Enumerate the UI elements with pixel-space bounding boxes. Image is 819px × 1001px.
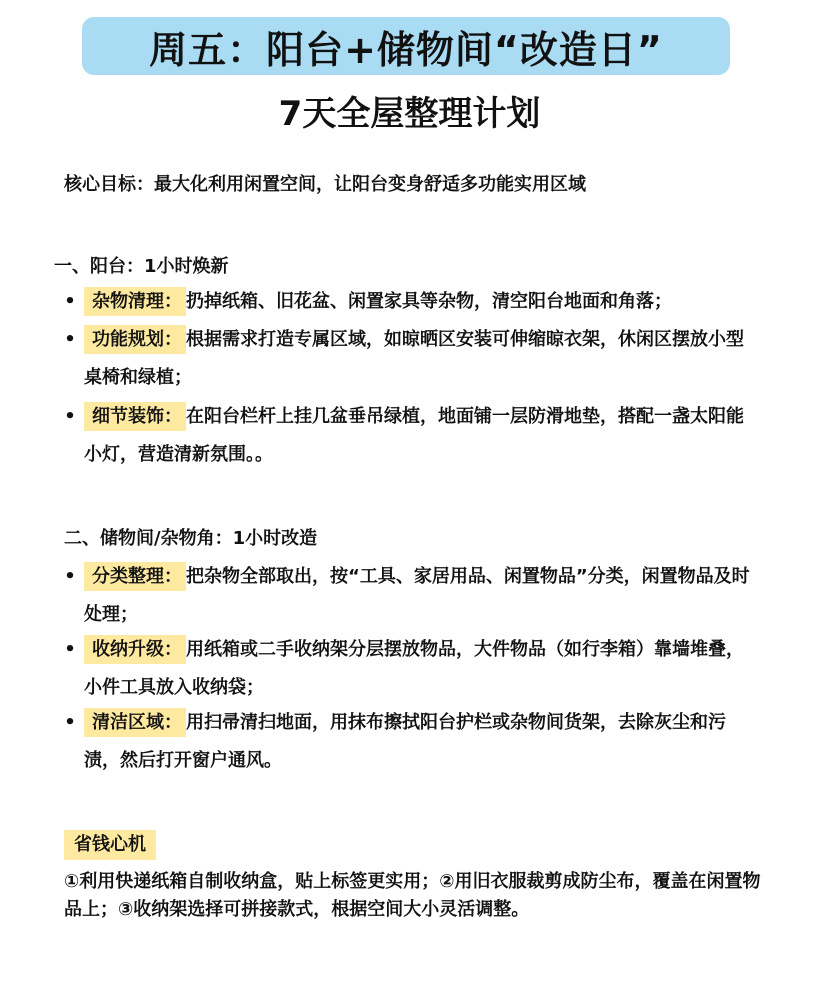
item-label: 细节装饰： — [84, 402, 186, 431]
item-label: 杂物清理： — [84, 287, 186, 316]
bullet-icon: • — [64, 712, 76, 733]
bullet-icon: • — [64, 291, 76, 312]
item-label: 功能规划： — [84, 325, 186, 354]
bullet-icon: • — [64, 406, 76, 427]
list-item — [60, 321, 760, 397]
list-item — [60, 283, 760, 321]
money-saving-tips-text: ①利用快递纸箱自制收纳盒，贴上标签更实用；②用旧衣服裁剪成防尘布，覆盖在闲置物品上；③收纳架选择可拼接款式，根据空间大小灵活调整。 — [64, 871, 761, 920]
item-label: 分类整理： — [84, 562, 186, 591]
item-text: 扔掉纸箱、旧花盆、闲置家具等杂物，清空阳台地面和角落； — [186, 291, 672, 312]
list-item — [60, 631, 760, 707]
bullet-icon: • — [64, 639, 76, 660]
item-label: 清洁区域： — [84, 708, 186, 737]
item-label: 收纳升级： — [84, 635, 186, 664]
item-text: 用扫帚清扫地面，用抹布擦拭阳台护栏或杂物间货架，去除灰尘和污渍，然后打开窗户通风。 — [84, 712, 726, 771]
title-banner — [82, 17, 730, 75]
list-item — [60, 704, 760, 780]
section-balcony-heading: 一、阳台：1小时焕新 — [54, 256, 229, 277]
bullet-icon: • — [64, 566, 76, 587]
section-storage-heading: 二、储物间/杂物角：1小时改造 — [64, 528, 318, 549]
bullet-icon: • — [64, 329, 76, 350]
item-text: 根据需求打造专属区域，如晾晒区安装可伸缩晾衣架，休闲区摆放小型桌椅和绿植； — [84, 329, 744, 388]
core-goal: 核心目标：最大化利用闲置空间，让阳台变身舒适多功能实用区域 — [64, 174, 586, 195]
list-item — [60, 398, 760, 474]
item-text: 用纸箱或二手收纳架分层摆放物品，大件物品（如行李箱）靠墙堆叠，小件工具放入收纳袋； — [84, 639, 744, 698]
list-item — [60, 558, 760, 634]
money-saving-tips-label: 省钱心机 — [64, 830, 156, 860]
page-subtitle: 7天全屋整理计划 — [278, 94, 541, 134]
item-text: 把杂物全部取出，按“工具、家居用品、闲置物品”分类，闲置物品及时处理； — [84, 566, 750, 625]
item-text: 在阳台栏杆上挂几盆垂吊绿植，地面铺一层防滑地垫，搭配一盏太阳能小灯，营造清新氛围。。 — [84, 406, 744, 465]
page-title: 周五：阳台+储物间“改造日” — [149, 27, 663, 72]
